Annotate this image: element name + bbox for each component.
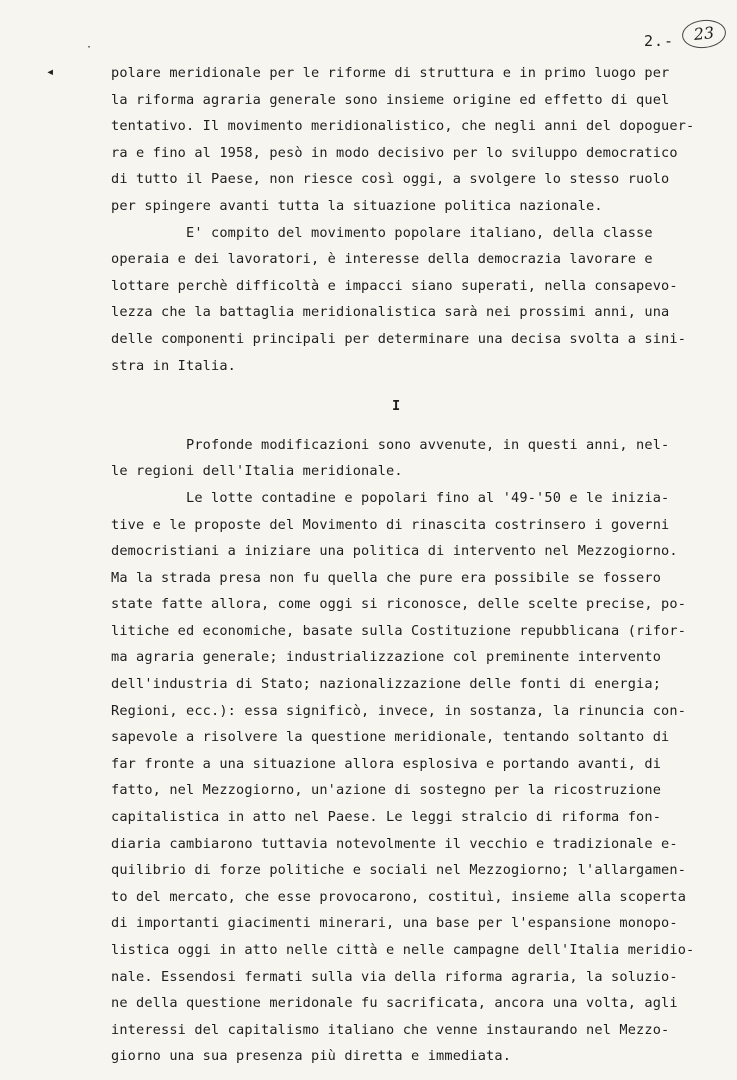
text-line: giorno una sua presenza più diretta e immediata. xyxy=(111,1048,512,1065)
text-line: per spingere avanti tutta la situazione politica nazionale. xyxy=(111,197,603,214)
text-line: lottare perchè difficoltà e impacci siano superati, nella consapevo- xyxy=(111,277,678,294)
text-line: far fronte a una situazione allora esplosiva e portando avanti, di xyxy=(111,755,662,772)
text-line: tive e le proposte del Movimento di rinascita costrinsero i governi xyxy=(111,516,670,533)
punch-dot-mark: · xyxy=(86,42,93,53)
document-body xyxy=(111,60,711,1070)
paragraph xyxy=(111,485,711,1070)
text-line: diaria cambiarono tuttavia notevolmente il vecchio e tradizionale e- xyxy=(111,835,678,852)
text-line: democristiani a iniziare una politica di intervento nel Mezzogiorno. xyxy=(111,543,678,560)
text-line: Profonde modificazioni sono avvenute, in questi anni, nel- xyxy=(111,436,670,453)
text-line: litiche ed economiche, basate sulla Costituzione repubblicana (rifor- xyxy=(111,622,687,639)
text-line: la riforma agraria generale sono insieme origine ed effetto di quel xyxy=(111,91,670,108)
text-line: state fatte allora, come oggi si riconosce, delle scelte precise, po- xyxy=(111,596,687,613)
text-line: Le lotte contadine e popolari fino al '49-'50 e le inizia- xyxy=(111,489,670,506)
paragraph xyxy=(111,432,711,485)
margin-arrow-mark: ◂ xyxy=(46,64,55,80)
page-number: 2.- xyxy=(644,32,675,50)
text-line: Ma la strada presa non fu quella che pure era possibile se fossero xyxy=(111,569,662,586)
text-line: listica oggi in atto nelle città e nelle campagne dell'Italia meridio- xyxy=(111,942,695,958)
text-line: operaia e dei lavoratori, è interesse della democrazia lavorare e xyxy=(111,251,653,268)
section-heading: I xyxy=(392,398,401,415)
paragraph xyxy=(111,220,711,380)
text-line: fatto, nel Mezzogiorno, un'azione di sostegno per la ricostruzione xyxy=(111,782,662,799)
text-line: lezza che la battaglia meridionalistica sarà nei prossimi anni, una xyxy=(111,304,670,321)
text-line: quilibrio di forze politiche e sociali nel Mezzogiorno; l'allargamen- xyxy=(111,862,687,879)
text-line: sapevole a risolvere la questione meridionale, tentando soltanto di xyxy=(111,729,670,746)
paragraphs-before-heading xyxy=(111,60,711,379)
text-line: stra in Italia. xyxy=(111,357,237,374)
text-line: Regioni, ecc.): essa significò, invece, in sostanza, la rinuncia con- xyxy=(111,702,687,719)
paragraph xyxy=(111,60,711,220)
text-line: polare meridionale per le riforme di struttura e in primo luogo per xyxy=(111,65,670,81)
text-line: capitalistica in atto nel Paese. Le leggi stralcio di riforma fon- xyxy=(111,809,662,826)
text-line: ra e fino al 1958, pesò in modo decisivo per lo sviluppo democratico xyxy=(111,144,678,161)
text-line: E' compito del movimento popolare italiano, della classe xyxy=(111,224,653,241)
text-line: ma agraria generale; industrializzazione col preminente intervento xyxy=(111,649,662,666)
text-line: to del mercato, che esse provocarono, costituì, insieme alla scoperta xyxy=(111,888,687,905)
text-line: ne della questione meridonale fu sacrificata, ancora una volta, agli xyxy=(111,995,678,1012)
text-line: di importanti giacimenti minerari, una base per l'espansione monopo- xyxy=(111,915,678,932)
text-line: di tutto il Paese, non riesce così oggi, a svolgere lo stesso ruolo xyxy=(111,171,670,188)
text-line: nale. Essendosi fermati sulla via della riforma agraria, la soluzio- xyxy=(111,968,678,985)
paragraphs-after-heading xyxy=(111,432,711,1070)
text-line: delle componenti principali per determinare una decisa svolta a sini- xyxy=(111,330,687,347)
text-line: dell'industria di Stato; nazionalizzazione delle fonti di energia; xyxy=(111,676,662,693)
archive-number-stamp: 23 xyxy=(681,18,728,50)
text-line: interessi del capitalismo italiano che venne instaurando nel Mezzo- xyxy=(111,1021,670,1038)
text-line: tentativo. Il movimento meridionalistico, che negli anni del dopoguer- xyxy=(111,118,695,135)
text-line: le regioni dell'Italia meridionale. xyxy=(111,463,403,480)
